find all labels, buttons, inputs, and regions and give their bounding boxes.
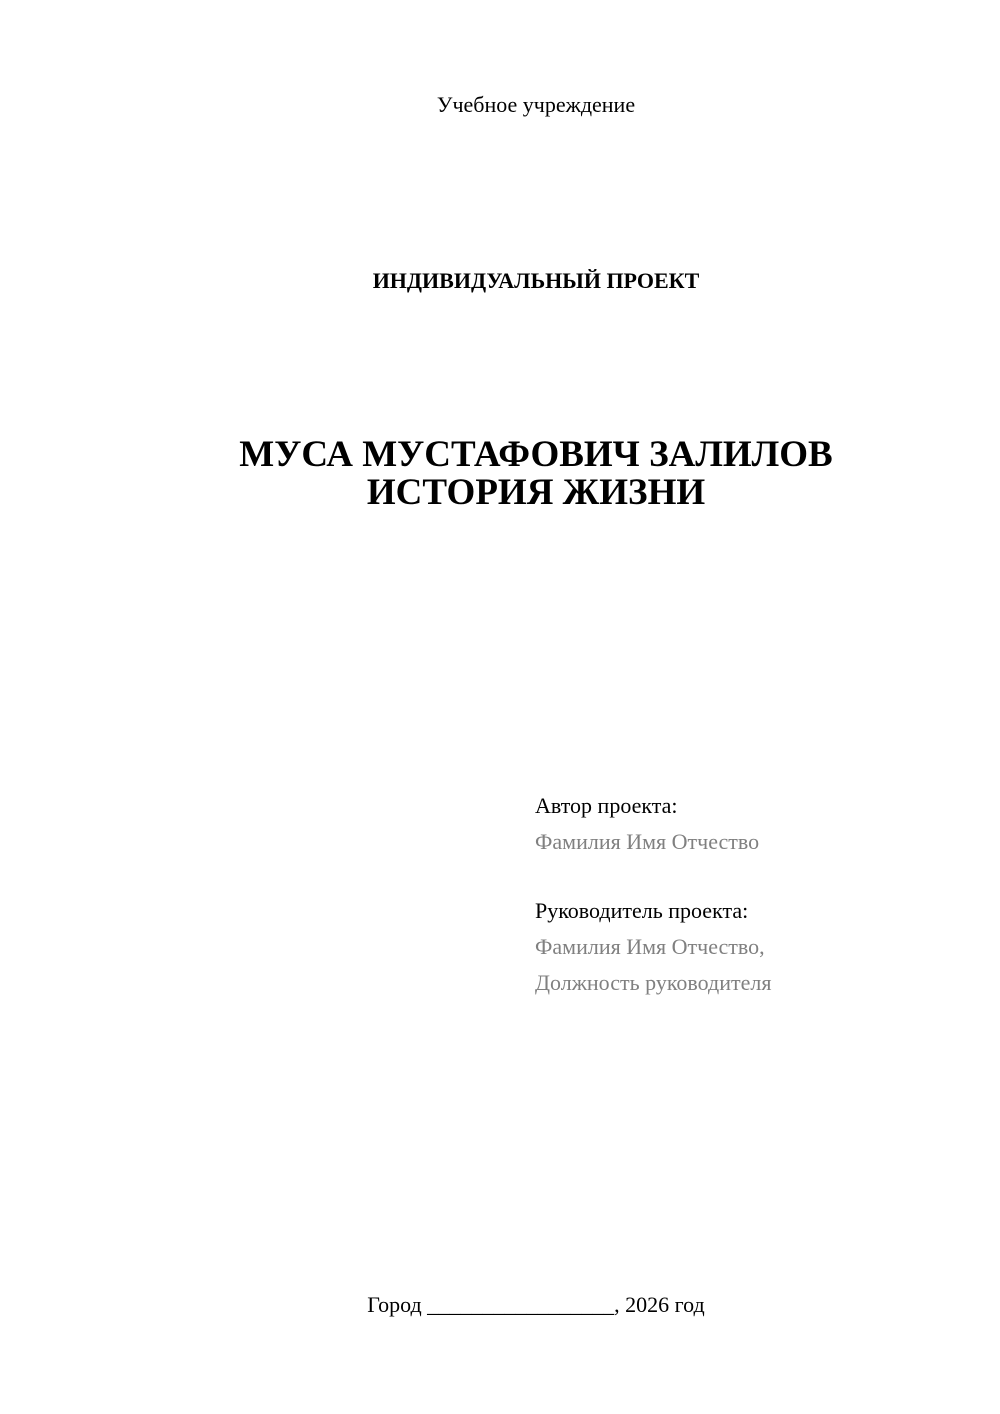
supervisor-name: Фамилия Имя Отчество, bbox=[535, 934, 765, 959]
credits-spacer bbox=[535, 860, 975, 893]
institution-name: Учебное учреждение bbox=[436, 92, 636, 117]
credits-block bbox=[535, 788, 975, 1001]
title-line-name: МУСА МУСТАФОВИЧ ЗАЛИЛОВ bbox=[239, 434, 833, 475]
author-label: Автор проекта: bbox=[535, 793, 678, 818]
title-line-subtitle: ИСТОРИЯ ЖИЗНИ bbox=[366, 472, 706, 513]
place-and-year: Город _________________, 2026 год bbox=[367, 1292, 705, 1317]
supervisor-position: Должность руководителя bbox=[535, 970, 772, 995]
document-title bbox=[0, 436, 1000, 512]
author-name: Фамилия Имя Отчество bbox=[535, 829, 760, 854]
document-type: ИНДИВИДУАЛЬНЫЙ ПРОЕКТ bbox=[372, 268, 700, 293]
supervisor-label: Руководитель проекта: bbox=[535, 898, 749, 923]
